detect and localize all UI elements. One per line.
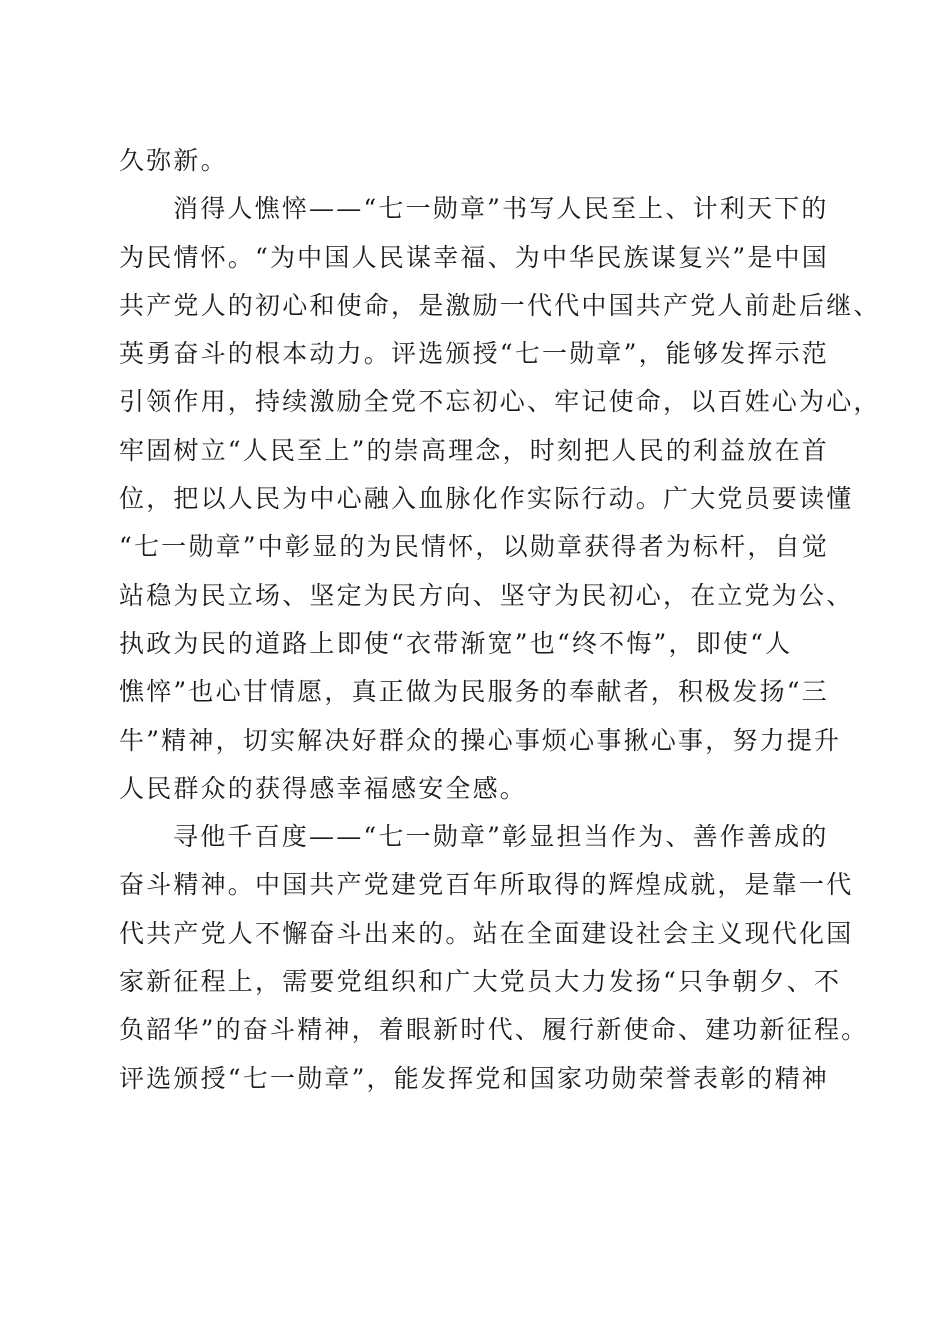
- text-line: 引领作用，持续激励全党不忘初心、牢记使命，以百姓心为心，: [119, 387, 881, 417]
- text-line: 奋斗精神。中国共产党建党百年所取得的辉煌成就，是靠一代: [119, 870, 854, 900]
- text-line: 牛”精神，切实解决好群众的操心事烦心事揪心事，努力提升: [119, 725, 842, 755]
- text-line: 憔悴”也心甘情愿，真正做为民服务的奉献者，积极发扬“三: [119, 677, 829, 707]
- text-line: 代共产党人不懈奋斗出来的。站在全面建设社会主义现代化国: [119, 918, 854, 948]
- text-line: 共产党人的初心和使命，是激励一代代中国共产党人前赴后继、: [119, 290, 881, 320]
- text-line: 位，把以人民为中心融入血脉化作实际行动。广大党员要读懂: [119, 484, 854, 514]
- text-line: 为民情怀。“为中国人民谋幸福、为中华民族谋复兴”是中国: [119, 242, 829, 272]
- text-line: 家新征程上，需要党组织和广大党员大力发扬“只争朝夕、不: [119, 967, 842, 997]
- text-line: 评选颁授“七一勋章”，能发挥党和国家功勋荣誉表彰的精神: [119, 1063, 829, 1093]
- text-line: 负韶华”的奋斗精神，着眼新时代、履行新使命、建功新征程。: [119, 1015, 869, 1045]
- body-text: [119, 137, 881, 1103]
- text-line: 牢固树立“人民至上”的崇高理念，时刻把人民的利益放在首: [119, 435, 829, 465]
- paragraph-start-line: 消得人憔悴——“七一勋章”书写人民至上、计利天下的: [173, 194, 829, 224]
- text-line: 英勇奋斗的根本动力。评选颁授“七一勋章”，能够发挥示范: [119, 339, 829, 369]
- text-line: 执政为民的道路上即使“衣带渐宽”也“终不悔”，即使“人: [119, 628, 793, 658]
- text-line: 久弥新。: [119, 146, 228, 175]
- text-line: 站稳为民立场、坚定为民方向、坚守为民初心，在立党为公、: [119, 580, 854, 610]
- text-line: 人民群众的获得感幸福感安全感。: [119, 773, 528, 803]
- paragraph-start-line: 寻他千百度——“七一勋章”彰显担当作为、善作善成的: [173, 822, 829, 852]
- text-line: “七一勋章”中彰显的为民情怀，以勋章获得者为标杆，自觉: [119, 532, 829, 562]
